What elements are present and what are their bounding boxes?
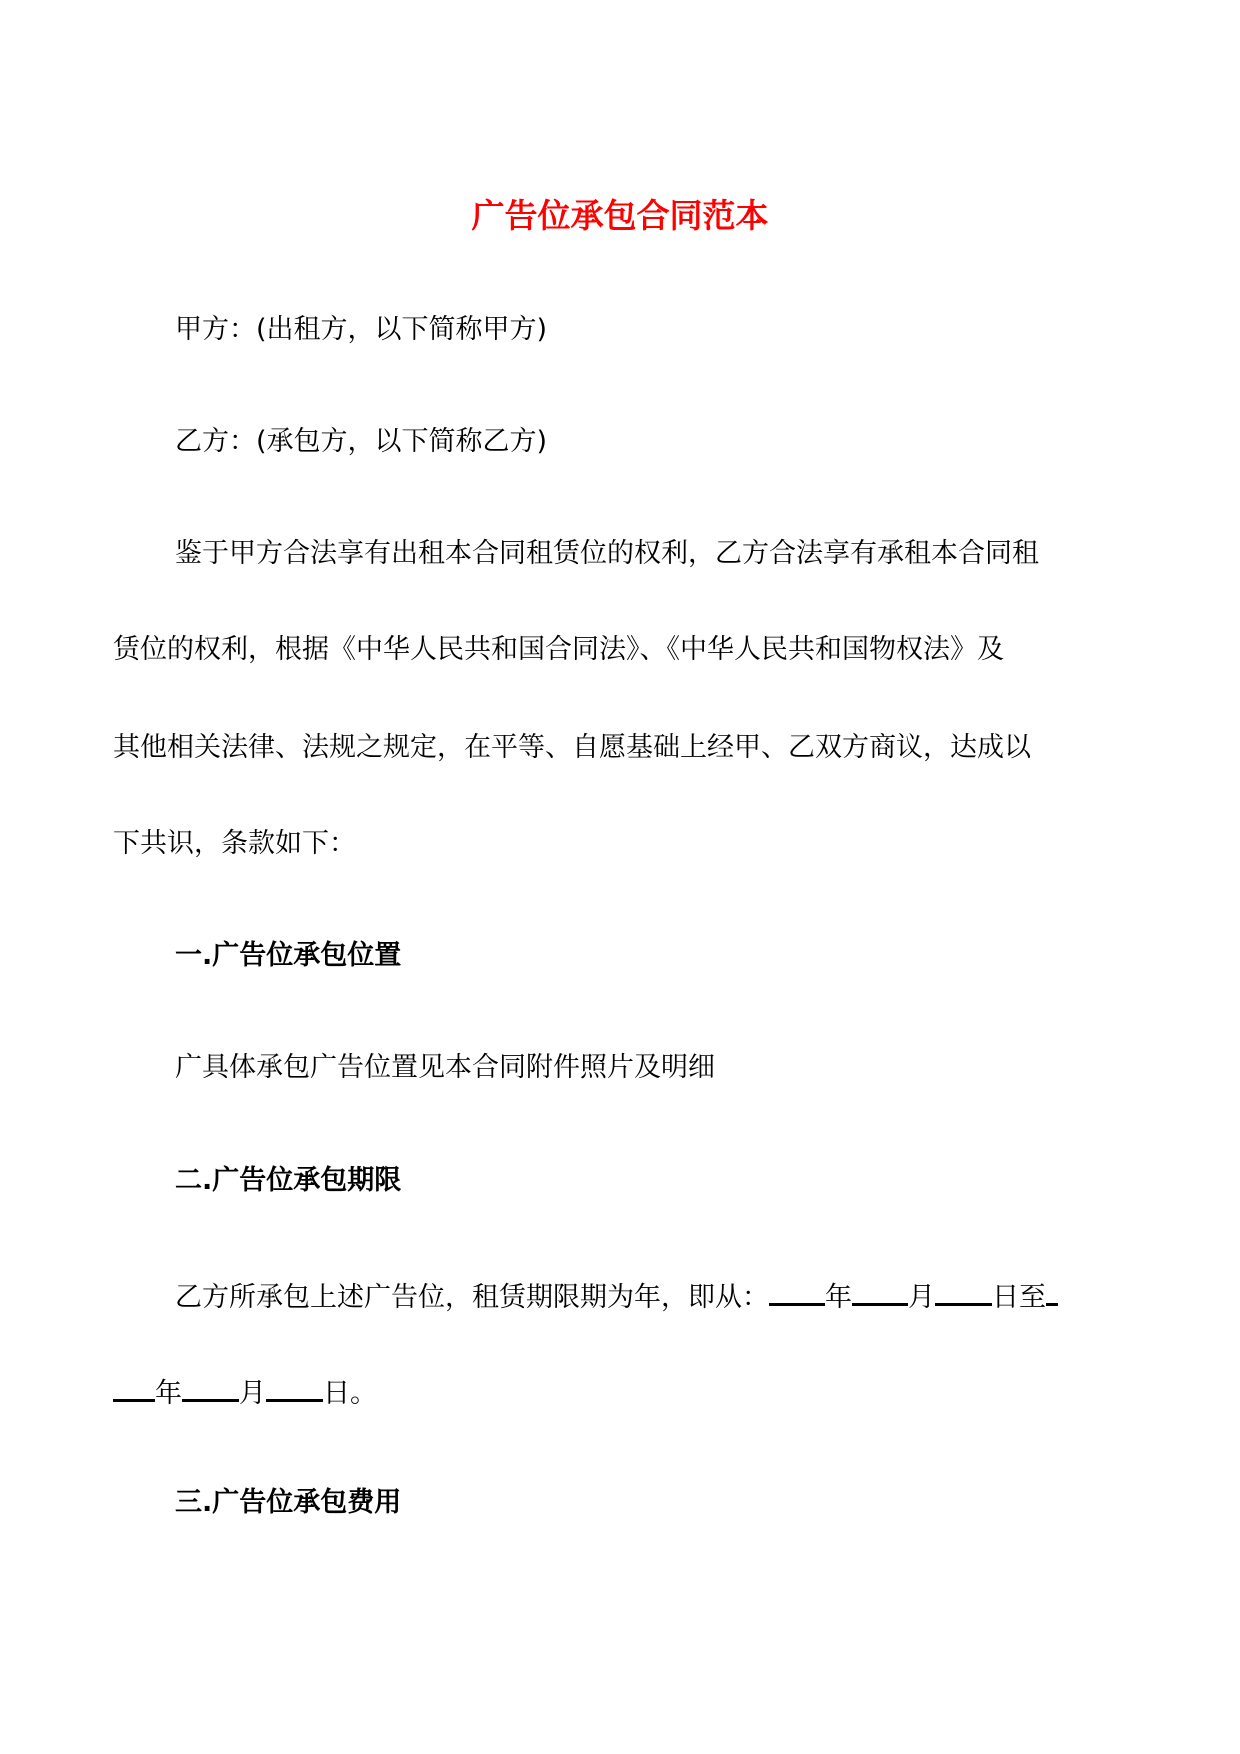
party-b-line: 乙方：(承包方，以下简称乙方) — [175, 426, 548, 457]
end-year-blank — [113, 1372, 155, 1402]
term-line-1 — [175, 1276, 1058, 1316]
start-day-to-label: 日至 — [992, 1282, 1046, 1313]
start-year-label: 年 — [825, 1282, 852, 1313]
party-a-line: 甲方：(出租方，以下简称甲方) — [175, 314, 548, 345]
end-year-blank-start — [1046, 1276, 1058, 1306]
start-month-label: 月 — [908, 1282, 935, 1313]
end-month-label: 月 — [239, 1378, 266, 1409]
preamble-line-1: 鉴于甲方合法享有出租本合同租赁位的权利，乙方合法享有承租本合同租 — [175, 538, 1039, 569]
end-year-label: 年 — [155, 1378, 182, 1409]
start-day-blank — [935, 1276, 992, 1306]
preamble-line-2: 赁位的权利，根据《中华人民共和国合同法》、《中华人民共和国物权法》及 — [113, 634, 1004, 665]
section-1-body: 广具体承包广告位置见本合同附件照片及明细 — [175, 1052, 715, 1083]
term-line-2 — [113, 1372, 377, 1412]
document-title: 广告位承包合同范本 — [471, 196, 769, 235]
end-day-label: 日。 — [323, 1378, 377, 1409]
section-3-heading: 三.广告位承包费用 — [175, 1487, 402, 1518]
start-month-blank — [852, 1276, 908, 1306]
preamble-line-3: 其他相关法律、法规之规定，在平等、自愿基础上经甲、乙双方商议，达成以 — [113, 732, 1031, 763]
section-1-heading: 一.广告位承包位置 — [175, 940, 402, 971]
term-prefix: 乙方所承包上述广告位，租赁期限期为年，即从： — [175, 1282, 769, 1313]
section-2-heading: 二.广告位承包期限 — [175, 1165, 402, 1196]
start-year-blank — [769, 1276, 825, 1306]
end-day-blank — [266, 1372, 323, 1402]
end-month-blank — [182, 1372, 239, 1402]
preamble-line-4: 下共识，条款如下： — [113, 828, 356, 859]
